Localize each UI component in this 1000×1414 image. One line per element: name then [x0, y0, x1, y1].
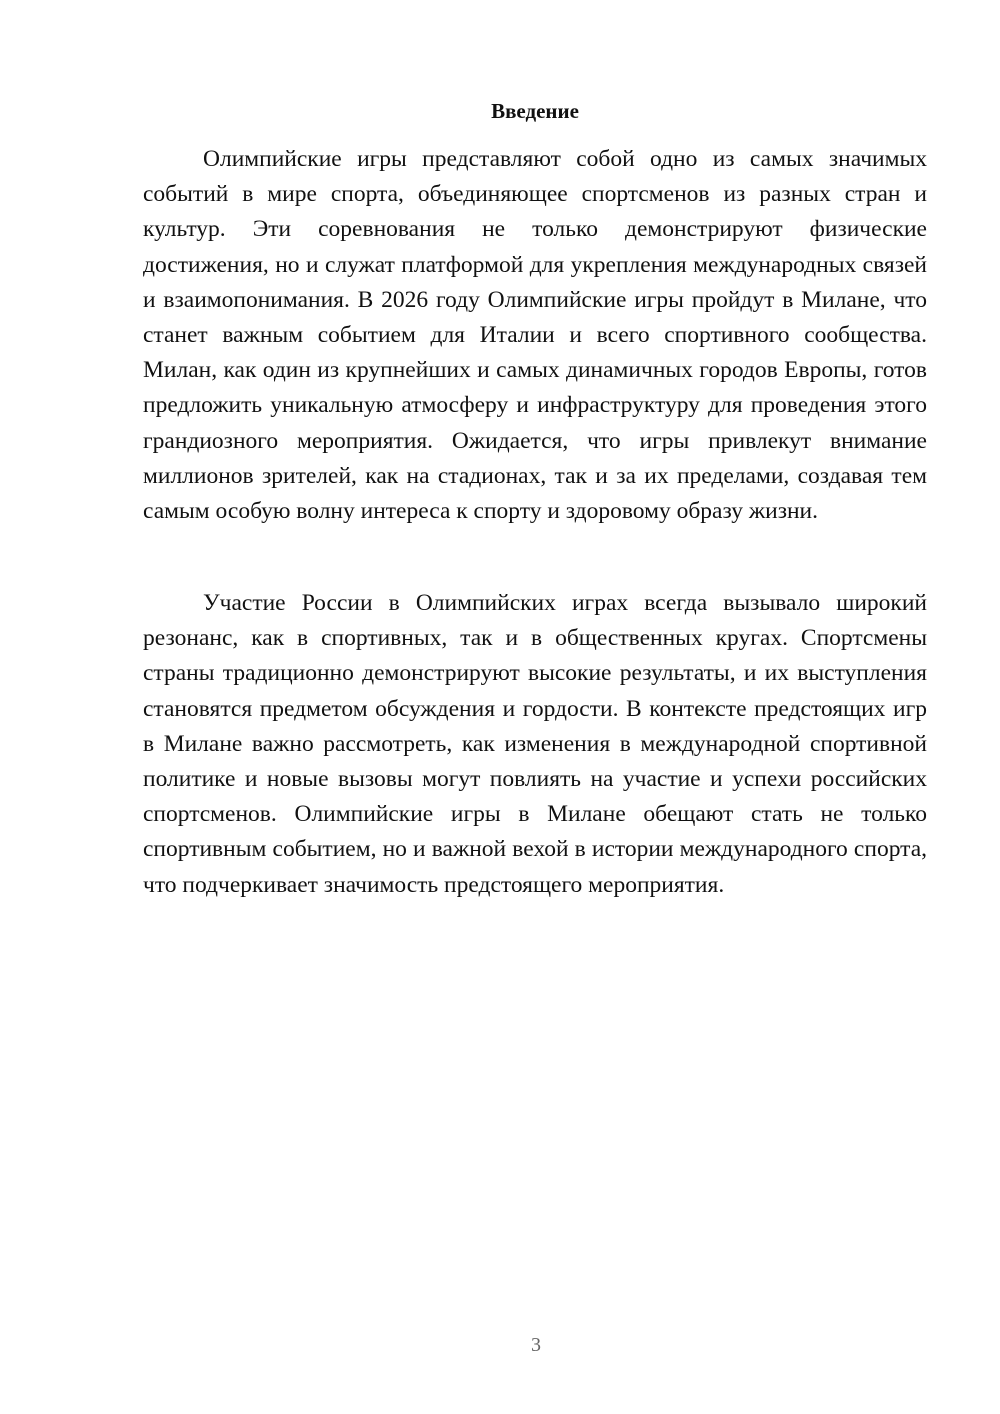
section-heading: Введение: [491, 99, 579, 123]
paragraph-russia-participation: Участие России в Олимпийских играх всегда вызывало широкий резонанс, как в спортивных, так и в общественных кругах. Спортсмены страны традиционно демонстрируют высокие результаты, и их выступления становятся предметом обсуждения и гордости. В контексте предстоящих игр в Милане важно рассмотреть, как изменения в международной спортивной политике и новые вызовы могут повлиять на участие и успехи российских спортсменов. Олимпийские игры в Милане обещают стать не только спортивным событием, но и важной вехой в истории международного спорта, что подчеркивает значимость предстоящего мероприятия.: [143, 590, 927, 898]
paragraph-intro: Олимпийские игры представляют собой одно из самых значимых событий в мире спорта, объединяющее спортсменов из разных стран и культур. Эти соревнования не только демонстрируют физические достижения, но и служат платформой для укрепления международных связей и взаимопонимания. В 2026 году Олимпийские игры пройдут в Милане, что станет важным событием для Италии и всего спортивного сообщества. Милан, как один из крупнейших и самых динамичных городов Европы, готов предложить уникальную атмосферу и инфраструктуру для проведения этого грандиозного мероприятия. Ожидается, что игры привлекут внимание миллионов зрителей, как на стадионах, так и за их пределами, создавая тем самым особую волну интереса к спорту и здоровому образу жизни.: [143, 146, 927, 525]
page-number: 3: [531, 1334, 541, 1356]
